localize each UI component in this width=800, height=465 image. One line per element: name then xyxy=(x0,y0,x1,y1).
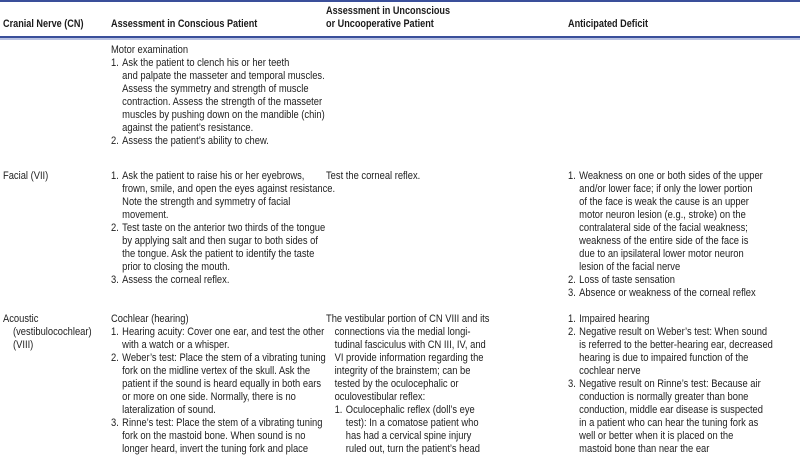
list-item-line: hearing is due to impaired function of the xyxy=(579,352,749,365)
list-item-line: has had a cervical spine injury xyxy=(345,430,472,443)
paragraph-line: tested by the oculocephalic or xyxy=(334,378,459,391)
row2-cn-name-line2: (vestibulocochlear) xyxy=(13,326,92,338)
list-item-line: Assess the patient’s ability to chew. xyxy=(122,135,269,148)
list-item xyxy=(111,352,326,417)
list-item xyxy=(568,326,773,378)
row2-unconscious-intro xyxy=(326,313,489,404)
list-item-line: or more on one side. Normally, there is no xyxy=(122,391,296,404)
list-item xyxy=(568,274,763,287)
paragraph-line: tudinal fasciculus with CN III, IV, and xyxy=(334,339,486,352)
list-item-line: of the face is weak the cause is an upper xyxy=(579,196,749,209)
header-conscious-assessment: Assessment in Conscious Patient xyxy=(111,18,258,30)
list-item-line: Negative result on Weber’s test: When sound xyxy=(579,326,768,339)
row2-cn-name-line1: Acoustic xyxy=(3,313,39,325)
list-item-line: Rinne’s test: Place the stem of a vibrating tuning xyxy=(122,417,323,430)
list-item-number: 1. xyxy=(111,170,119,182)
list-item-line: due to an ipsilateral lower motor neuron xyxy=(579,248,744,261)
list-item-line: Weakness on one or both sides of the upper xyxy=(579,170,763,182)
list-item-number: 3. xyxy=(111,274,119,287)
list-item-line: contralateral side of the facial weakness; xyxy=(579,222,748,235)
list-item-line: contraction. Assess the strength of the masseter xyxy=(122,96,323,109)
list-item-number: 1. xyxy=(568,170,576,182)
list-item-number: 3. xyxy=(111,417,119,430)
list-item-line: Absence or weakness of the corneal reflex xyxy=(579,287,756,300)
list-item xyxy=(111,135,325,148)
list-item-line: Negative result on Rinne’s test: Because air xyxy=(579,378,761,391)
list-item-line: is referred to the better-hearing ear, decreased xyxy=(579,339,773,352)
list-item-line: with a watch or a whisper. xyxy=(122,339,230,352)
list-item-line: muscles by pushing down on the mandible (chin) xyxy=(122,109,325,122)
paragraph-line: VI provide information regarding the xyxy=(334,352,484,365)
list-item-number: 2. xyxy=(111,135,119,148)
list-item-line: motor neuron lesion (e.g., stroke) on the xyxy=(579,209,746,222)
row1-unconscious-text: Test the corneal reflex. xyxy=(326,170,421,182)
header-unconscious-assessment-line1: Assessment in Unconscious xyxy=(326,5,451,17)
paragraph-line: The vestibular portion of CN VIII and its xyxy=(326,313,490,325)
list-item-line: Assess the symmetry and strength of muscle xyxy=(122,83,309,96)
list-item xyxy=(111,57,325,135)
row1-cn-name: Facial (VII) xyxy=(3,170,49,182)
row0-conscious-list xyxy=(111,57,325,148)
list-item-line: Ask the patient to clench his or her teeth xyxy=(122,57,290,69)
list-item-line: Assess the corneal reflex. xyxy=(122,274,230,287)
row1-conscious-list xyxy=(111,170,335,287)
table-top-rule xyxy=(0,0,800,2)
row2-conscious-list xyxy=(111,326,326,456)
list-item xyxy=(568,378,773,456)
list-item-line: Note the strength and symmetry of facial xyxy=(122,196,291,209)
list-item-line: Test taste on the anterior two thirds of the tongue xyxy=(122,222,326,235)
list-item xyxy=(326,404,480,456)
list-item xyxy=(568,170,763,274)
list-item-number: 2. xyxy=(111,222,119,235)
list-item-line: test): In a comatose patient who xyxy=(345,417,479,430)
list-item-line: movement. xyxy=(122,209,169,222)
list-item-line: the tongue. Ask the patient to identify the taste xyxy=(122,248,315,261)
header-bottom-rule-light xyxy=(0,38,800,40)
list-item-number: 1. xyxy=(334,404,343,416)
list-item-number: 3. xyxy=(568,378,576,391)
paragraph-line: oculovestibular reflex: xyxy=(334,391,426,404)
list-item xyxy=(111,222,335,274)
list-item-line: Loss of taste sensation xyxy=(579,274,675,287)
list-item-line: Ask the patient to raise his or her eyebrows, xyxy=(122,170,305,182)
row0-conscious-intro: Motor examination xyxy=(111,44,189,56)
list-item-number: 1. xyxy=(111,57,119,69)
list-item xyxy=(568,287,763,300)
list-item-line: Impaired hearing xyxy=(579,313,650,325)
list-item-line: against the patient’s resistance. xyxy=(122,122,254,135)
list-item-number: 1. xyxy=(568,313,576,325)
row2-unconscious-list xyxy=(326,404,480,456)
list-item-line: cochlear nerve xyxy=(579,365,641,378)
list-item-line: Hearing acuity: Cover one ear, and test the other xyxy=(122,326,325,338)
header-unconscious-assessment-line2: or Uncooperative Patient xyxy=(326,18,434,30)
row2-cn-name-line3: (VIII) xyxy=(13,339,34,351)
list-item-number: 1. xyxy=(111,326,119,338)
list-item xyxy=(111,170,335,222)
list-item xyxy=(111,417,326,456)
list-item-line: frown, smile, and open the eyes against resistance. xyxy=(122,183,336,196)
list-item-line: and palpate the masseter and temporal muscles. xyxy=(122,70,325,83)
header-cranial-nerve: Cranial Nerve (CN) xyxy=(3,18,84,30)
list-item-line: in a patient who can hear the tuning fork as xyxy=(579,417,759,430)
list-item-line: longer heard, invert the tuning fork and place xyxy=(122,443,309,456)
list-item-line: conduction, middle ear disease is suspected xyxy=(579,404,763,417)
list-item-line: weakness of the entire side of the face is xyxy=(579,235,749,248)
list-item-line: lesion of the facial nerve xyxy=(579,261,681,274)
header-anticipated-deficit: Anticipated Deficit xyxy=(568,18,648,30)
list-item-number: 2. xyxy=(111,352,119,365)
paragraph-line: connections via the medial longi- xyxy=(334,326,471,339)
paragraph-line: integrity of the brainstem; can be xyxy=(334,365,471,378)
row2-conscious-intro: Cochlear (hearing) xyxy=(111,313,189,325)
row1-deficit-list xyxy=(568,170,763,300)
list-item-line: conduction is normally greater than bone xyxy=(579,391,749,404)
list-item-line: lateralization of sound. xyxy=(122,404,216,417)
list-item-line: patient if the sound is heard equally in both ears xyxy=(122,378,322,391)
list-item xyxy=(111,326,326,352)
list-item-number: 2. xyxy=(568,274,576,287)
list-item-line: prior to closing the mouth. xyxy=(122,261,230,274)
list-item xyxy=(568,313,773,326)
list-item-line: Oculocephalic reflex (doll’s eye xyxy=(345,404,475,416)
list-item-line: mastoid bone than near the ear xyxy=(579,443,710,456)
list-item-line: fork on the mastoid bone. When sound is no xyxy=(122,430,306,443)
list-item-number: 2. xyxy=(568,326,576,339)
list-item-line: fork on the midline vertex of the skull. Ask the xyxy=(122,365,311,378)
list-item xyxy=(111,274,335,287)
list-item-line: by applying salt and then sugar to both sides of xyxy=(122,235,318,248)
list-item-line: and/or lower face; if only the lower portion xyxy=(579,183,753,196)
list-item-number: 3. xyxy=(568,287,576,300)
list-item-line: well or better when it is placed on the xyxy=(579,430,734,443)
list-item-line: ruled out, turn the patient’s head xyxy=(345,443,480,456)
list-item-line: Weber’s test: Place the stem of a vibrating tuning xyxy=(122,352,326,365)
row2-deficit-list xyxy=(568,313,773,457)
